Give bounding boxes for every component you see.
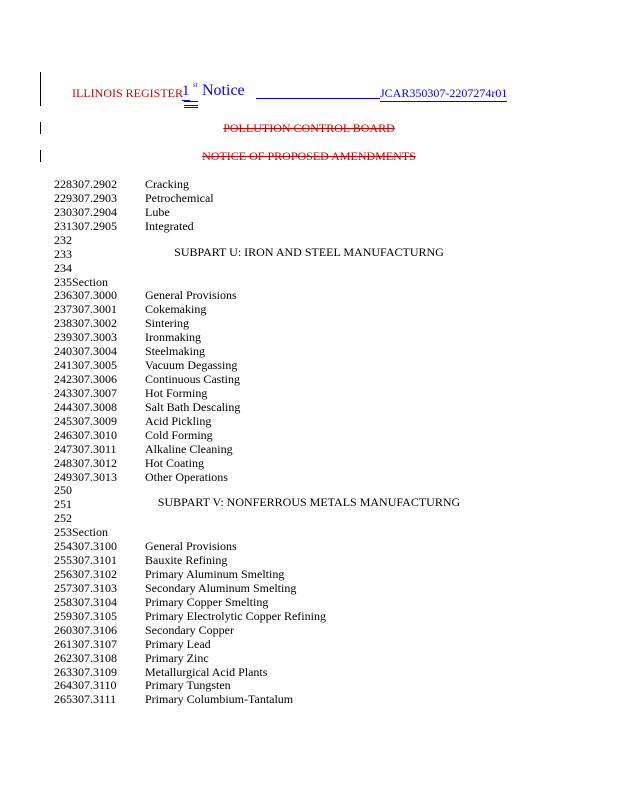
section-title: Integrated xyxy=(145,219,194,233)
section-title: Lube xyxy=(145,205,170,219)
line-number: 234 xyxy=(54,261,72,275)
subpart-heading: SUBPART V: NONFERROUS METALS MANUFACTURNG xyxy=(157,495,461,509)
line-number: 255307.3101 xyxy=(54,553,117,567)
section-title: General Provisions xyxy=(145,288,237,302)
line-number: 259307.3105 xyxy=(54,609,117,623)
section-title: Continuous Casting xyxy=(145,372,241,386)
section-title: Ironmaking xyxy=(145,330,201,344)
section-title: Hot Forming xyxy=(145,386,208,400)
line-number: 248307.3012 xyxy=(54,456,117,470)
double-underline-mark xyxy=(184,101,198,106)
section-title: Petrochemical xyxy=(145,191,214,205)
section-title: Secondary Copper xyxy=(145,623,234,637)
page-number-suffix: st xyxy=(193,81,198,89)
line-number: 232 xyxy=(54,233,72,247)
line-number: 233 xyxy=(54,247,72,261)
page-number: 1 xyxy=(182,83,190,99)
line-number: 254307.3100 xyxy=(54,539,117,553)
line-number: 246307.3010 xyxy=(54,428,117,442)
section-title: Metallurgical Acid Plants xyxy=(145,665,268,679)
section-title: Cold Forming xyxy=(145,428,213,442)
line-number: 260307.3106 xyxy=(54,623,117,637)
line-number: 237307.3001 xyxy=(54,302,117,316)
section-title: Primary Aluminum Smelting xyxy=(145,567,285,581)
line-number: 239307.3003 xyxy=(54,330,117,344)
line-number: 236307.3000 xyxy=(54,288,117,302)
section-title: Alkaline Cleaning xyxy=(145,442,233,456)
line-number: 252 xyxy=(54,511,72,525)
section-title: Primary Copper Smelting xyxy=(145,595,269,609)
section-title: Acid Pickling xyxy=(145,414,212,428)
line-number: 264307.3110 xyxy=(54,678,117,692)
line-number: 230307.2904 xyxy=(54,205,117,219)
line-number: 247307.3011 xyxy=(54,442,117,456)
line-number: 258307.3104 xyxy=(54,595,117,609)
section-title: General Provisions xyxy=(145,539,237,553)
line-number: 262307.3108 xyxy=(54,651,117,665)
register-title: ILLINOIS REGISTER xyxy=(72,86,183,100)
line-number: 238307.3002 xyxy=(54,316,117,330)
line-number: 242307.3006 xyxy=(54,372,117,386)
page-header xyxy=(72,82,518,108)
section-title: Primary Electrolytic Copper Refining xyxy=(145,609,326,623)
line-number: 244307.3008 xyxy=(54,400,117,414)
header-underline xyxy=(256,98,380,99)
subpart-heading: SUBPART U: IRON AND STEEL MANUFACTURNG xyxy=(174,245,444,259)
section-title: Other Operations xyxy=(145,470,228,484)
section-title: Primary Zinc xyxy=(145,651,209,665)
section-title: Primary Tungsten xyxy=(145,678,231,692)
section-title: Sintering xyxy=(145,316,189,330)
line-number: 228307.2902 xyxy=(54,177,117,191)
section-title: Primary Lead xyxy=(145,637,211,651)
section-title: Hot Coating xyxy=(145,456,204,470)
line-number: 251 xyxy=(54,497,72,511)
line-number: 240307.3004 xyxy=(54,344,117,358)
notice-label: Notice xyxy=(202,82,245,99)
section-title: Vacuum Degassing xyxy=(145,358,238,372)
line-number: 229307.2903 xyxy=(54,191,117,205)
section-title: Steelmaking xyxy=(145,344,205,358)
line-number: 263307.3109 xyxy=(54,665,117,679)
underline-mark xyxy=(184,107,198,108)
line-number: 249307.3013 xyxy=(54,470,117,484)
line-number: 235Section xyxy=(54,275,108,289)
section-title: Primary Columbium-Tantalum xyxy=(145,692,294,706)
line-number: 257307.3103 xyxy=(54,581,117,595)
section-title: Bauxite Refining xyxy=(145,553,228,567)
section-title: Salt Bath Descaling xyxy=(145,400,241,414)
line-number: 253Section xyxy=(54,525,108,539)
notice-title: NOTICE OF PROPOSED AMENDMENTS xyxy=(202,149,416,163)
section-title: Cokemaking xyxy=(145,302,207,316)
agency-name: POLLUTION CONTROL BOARD xyxy=(223,121,395,135)
line-number: 265307.3111 xyxy=(54,692,117,706)
line-number: 243307.3007 xyxy=(54,386,117,400)
line-number: 231307.2905 xyxy=(54,219,117,233)
line-number: 241307.3005 xyxy=(54,358,117,372)
section-title: Cracking xyxy=(145,177,189,191)
line-number: 261307.3107 xyxy=(54,637,117,651)
line-number: 250 xyxy=(54,483,72,497)
change-bar xyxy=(40,72,41,106)
line-number: 256307.3102 xyxy=(54,567,117,581)
jcar-code: JCAR350307-2207274r01 xyxy=(380,86,508,100)
section-title: Secondary Aluminum Smelting xyxy=(145,581,297,595)
line-number: 245307.3009 xyxy=(54,414,117,428)
